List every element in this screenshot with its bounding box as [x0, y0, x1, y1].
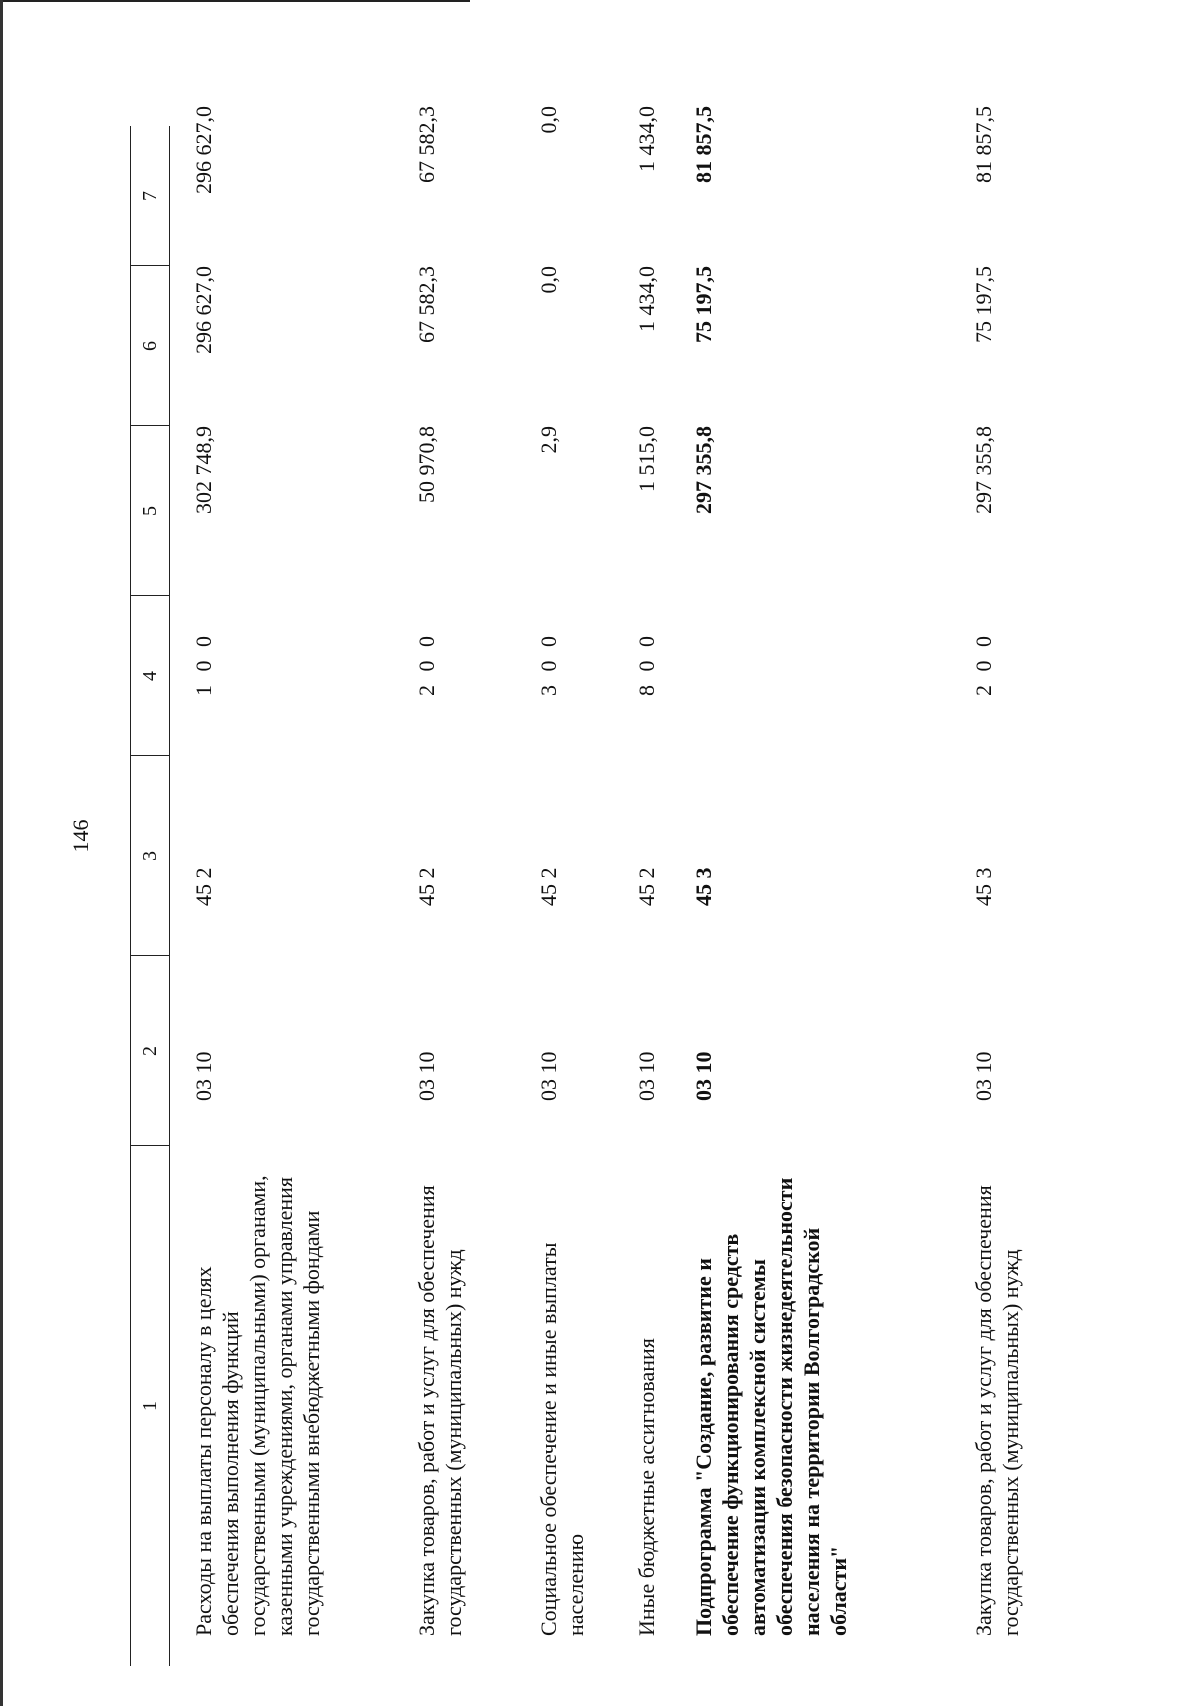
row-target: 45 2 — [634, 867, 659, 906]
row-section: 03 10 — [634, 1051, 659, 1101]
row-expense-type: 8 0 0 — [634, 632, 659, 696]
header-col-5: 5 — [139, 506, 161, 516]
row-section: 03 10 — [191, 1051, 216, 1101]
header-col-2: 2 — [139, 1046, 161, 1056]
row-amount-col5: 302 748,9 — [191, 426, 216, 514]
row-amount-col7: 296 627,0 — [191, 106, 216, 194]
row-target: 45 3 — [691, 867, 716, 906]
row-name: Расходы на выплаты персоналу в целях обеспечения выполнения функций государственными (муниципальными) органами, казенными учреждениями, органами управления государственными внебюджетными фондами — [191, 1175, 324, 1636]
budget-table — [130, 106, 1023, 1666]
row-amount-col5: 297 355,8 — [971, 426, 996, 514]
row-section: 03 10 — [536, 1051, 561, 1101]
row-amount-col7: 81 857,5 — [691, 106, 716, 183]
row-target: 45 2 — [536, 867, 561, 906]
row-target: 45 2 — [414, 867, 439, 906]
row-amount-col5: 50 970,8 — [414, 426, 439, 503]
row-target: 45 3 — [971, 867, 996, 906]
row-name: Иные бюджетные ассигнования — [634, 1338, 659, 1636]
row-section: 03 10 — [414, 1051, 439, 1101]
header-col-4: 4 — [139, 671, 161, 681]
row-expense-type: 1 0 0 — [191, 632, 216, 696]
row-amount-col6: 1 434,0 — [634, 266, 659, 332]
row-section: 03 10 — [691, 1051, 716, 1101]
row-name: Закупка товаров, работ и услуг для обеспечения государственных (муниципальных) нужд — [414, 1185, 466, 1636]
header-col-3: 3 — [139, 851, 161, 861]
row-amount-col7: 1 434,0 — [634, 106, 659, 172]
row-name: Закупка товаров, работ и услуг для обеспечения государственных (муниципальных) нужд — [971, 1185, 1023, 1636]
row-amount-col7: 81 857,5 — [971, 106, 996, 183]
row-amount-col7: 67 582,3 — [414, 106, 439, 183]
row-target: 45 2 — [191, 867, 216, 906]
row-amount-col6: 296 627,0 — [191, 266, 216, 354]
row-expense-type: 3 0 0 — [536, 632, 561, 696]
row-expense-type: 2 0 0 — [414, 632, 439, 696]
row-amount-col6: 0,0 — [536, 266, 561, 294]
row-amount-col6: 75 197,5 — [691, 266, 716, 343]
row-amount-col5: 297 355,8 — [691, 426, 716, 514]
header-col-6: 6 — [139, 341, 161, 351]
row-amount-col6: 75 197,5 — [971, 266, 996, 343]
row-expense-type: 2 0 0 — [971, 632, 996, 696]
row-section: 03 10 — [971, 1051, 996, 1101]
table-header — [130, 126, 170, 1666]
row-name: Социальное обеспечение и иные выплаты населению — [536, 1242, 588, 1636]
header-col-1: 1 — [139, 1401, 161, 1411]
row-amount-col5: 1 515,0 — [634, 426, 659, 492]
row-amount-col5: 2,9 — [536, 426, 561, 454]
header-col-7: 7 — [139, 191, 161, 201]
row-amount-col7: 0,0 — [536, 106, 561, 134]
page-number: 146 — [68, 819, 93, 853]
row-name: Подпрограмма "Создание, развитие и обеспечение функционирования средств автоматизации комплексной системы обеспечения безопасности жизнедеятельности населения на территории Волгоградской области" — [691, 1177, 851, 1636]
row-amount-col6: 67 582,3 — [414, 266, 439, 343]
